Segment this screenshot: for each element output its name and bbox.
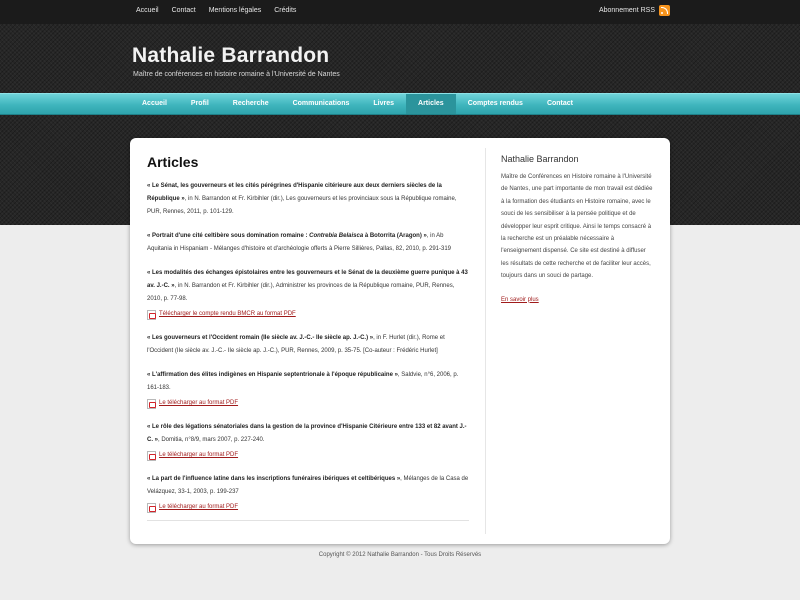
article-entry (147, 421, 469, 462)
nav-item-articles[interactable]: Articles (406, 94, 456, 114)
nav-item-profil[interactable]: Profil (190, 100, 209, 107)
page-title: Articles (147, 154, 199, 170)
rss-label[interactable]: Abonnement RSS (598, 7, 655, 14)
top-links (136, 7, 309, 14)
article-title: « Portrait d'une cité celtibère sous domination romaine : Contrebia Belaisca à Botorrita (Aragon) » (147, 233, 427, 239)
article-entry (147, 180, 469, 219)
article-details: , in N. Barrandon et Fr. Kirbihler (dir.), Administrer les provinces de la République romaine, PUR, Rennes, 2010, p. 77-98. (147, 283, 455, 302)
sidebar-bio-text: Maître de Conférences en Histoire romaine à l'Université de Nantes, une part importante de mon travail est dédiée à la formation des étudiants en Histoire romaine, avec le souci de les sensibiliser à la pensée politique et de développer leur esprit critique. Ainsi le temps consacré à la recherche est un préalable nécessaire à l'enseignement dispensé. Ce site est destiné à diffuser les résultats de cette recherche et de faciliter leur accès, toujours dans un souci de partage. (501, 174, 653, 280)
pdf-download[interactable] (147, 397, 469, 410)
article-title-italic: Contrebia Belaisca (309, 233, 364, 239)
article-details: , in Ab Aquitania in Hispaniam - Mélanges d'histoire et d'archéologie offerts à Pierre Sillières, Pallas, 82, 2010, p. 291-319 (147, 233, 452, 252)
article-details: , Saldvie, n°6, 2006, p. 161-183. (147, 372, 459, 391)
article-entry (147, 473, 469, 514)
article-title: « L'affirmation des élites indigènes en Hispanie septentrionale à l'époque républicaine » (147, 372, 398, 378)
top-bar (0, 0, 800, 24)
nav-item-livres[interactable]: Livres (373, 100, 395, 107)
pdf-icon[interactable] (147, 399, 156, 409)
nav-item-recherche[interactable]: Recherche (232, 100, 269, 107)
pdf-download-link[interactable]: Le télécharger au format PDF (159, 400, 239, 406)
nav-item-communications[interactable]: Communications (292, 100, 350, 107)
toplink-accueil[interactable]: Accueil (136, 7, 159, 14)
nav-item-contact[interactable]: Contact (546, 100, 573, 107)
toplink-contact[interactable]: Contact (171, 7, 196, 14)
article-title: « Les modalités des échanges épistolaires entre les gouverneurs et le Sénat de la deuxième guerre punique à 43 av. J.-C. » (147, 270, 468, 289)
toplink-mentions-legales[interactable]: Mentions légales (208, 7, 262, 14)
article-title: « Le rôle des légations sénatoriales dans la gestion de la province d'Hispanie Citérieure entre 133 et 82 avant J.-C. » (147, 424, 467, 443)
article-entry (147, 230, 469, 256)
content-panel (130, 138, 670, 544)
article-entry (147, 369, 469, 410)
article-details: , Mélanges de la Casa de Velázquez, 33-1, 2003, p. 199-237 (147, 476, 469, 495)
pdf-download[interactable] (147, 308, 469, 321)
footer-copyright: Copyright © 2012 Nathalie Barrandon - Tous Droits Réservés (318, 552, 482, 558)
sidebar-title: Nathalie Barrandon (501, 154, 579, 164)
articles-column (147, 154, 469, 525)
pdf-download[interactable] (147, 501, 469, 514)
rss-icon[interactable] (659, 5, 670, 16)
pdf-icon[interactable] (147, 310, 156, 320)
pdf-icon[interactable] (147, 451, 156, 461)
article-title: « Les gouverneurs et l'Occident romain (IIe siècle av. J.-C.- IIe siècle ap. J.-C.) » (147, 335, 374, 341)
nav-item-accueil[interactable]: Accueil (142, 100, 167, 107)
nav-item-comptes-rendus[interactable]: Comptes rendus (467, 100, 523, 107)
column-separator (485, 148, 486, 534)
pdf-download-link[interactable]: Le télécharger au format PDF (159, 504, 239, 510)
site-title[interactable]: Nathalie Barrandon (132, 44, 330, 67)
article-details: , in N. Barrandon et Fr. Kirbihler (dir.), Les gouverneurs et les provinciaux sous la République romaine, PUR, Rennes, 2011, p. 101-129. (147, 196, 457, 215)
article-title: « Le Sénat, les gouverneurs et les cités pérégrines d'Hispanie citérieure aux deux derniers siècles de la République » (147, 183, 442, 202)
article-title: « La part de l'influence latine dans les inscriptions funéraires ibériques et celtibériques » (147, 476, 401, 482)
pdf-icon[interactable] (147, 503, 156, 513)
article-details: , Domitia, n°8/9, mars 2007, p. 227-240. (158, 437, 265, 443)
site-subtitle: Maître de conférences en histoire romaine à l'Université de Nantes (133, 71, 340, 78)
pdf-download-link[interactable]: Télécharger le compte rendu BMCR au format PDF (159, 311, 296, 317)
toplink-credits[interactable]: Crédits (274, 7, 297, 14)
article-details: , in F. Hurlet (dir.), Rome et l'Occident (IIe siècle av. J.-C.- IIe siècle ap. J.-C.), PUR, Rennes, 2009, p. 35-75. [Co-auteur : Frédéric Hurlet] (147, 335, 445, 354)
read-more-link[interactable]: En savoir plus (501, 296, 539, 303)
rss-subscribe[interactable] (599, 5, 670, 16)
sidebar (501, 154, 653, 306)
article-entry (147, 332, 469, 358)
main-nav (0, 93, 800, 115)
content-divider (147, 520, 469, 521)
pdf-download-link[interactable]: Le télécharger au format PDF (159, 452, 239, 458)
pdf-download[interactable] (147, 449, 469, 462)
article-entry (147, 267, 469, 321)
